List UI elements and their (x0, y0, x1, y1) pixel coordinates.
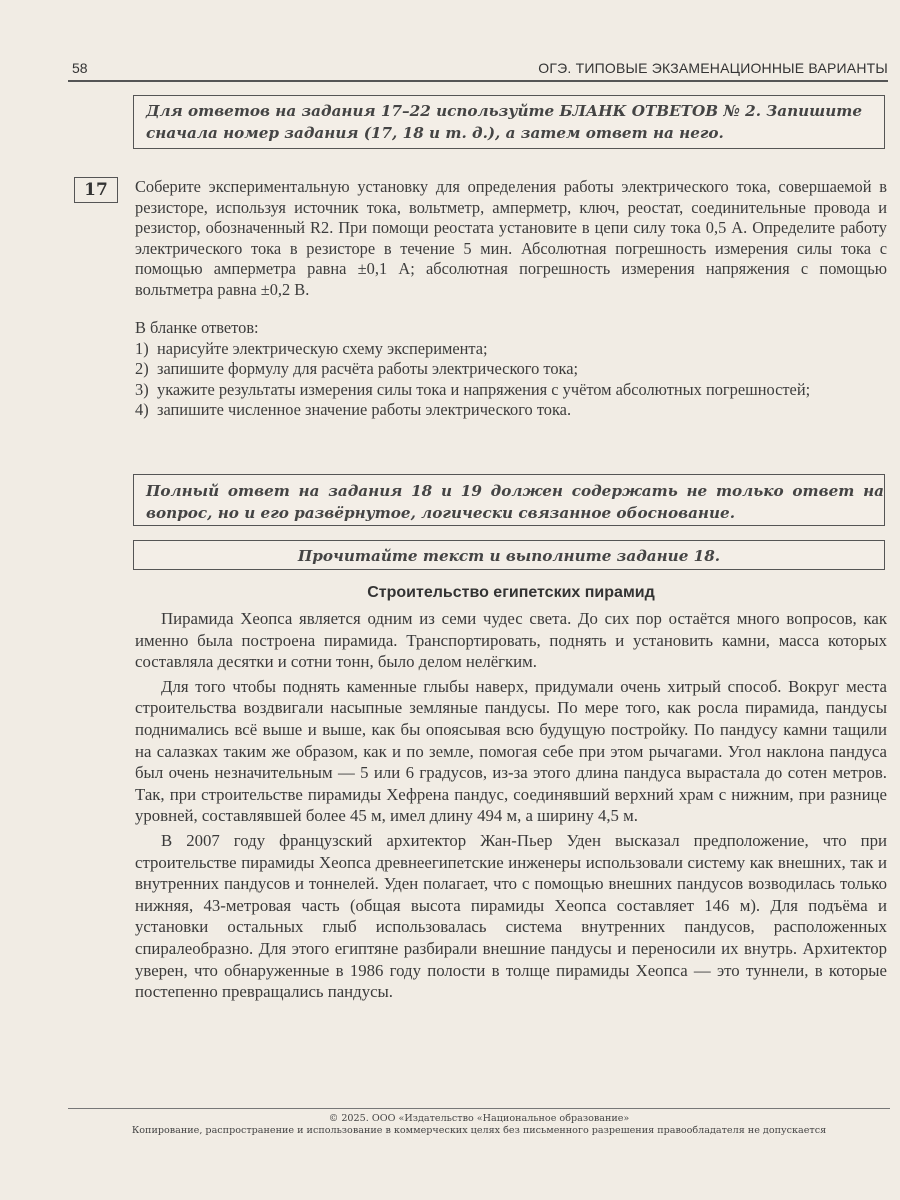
article-body (135, 608, 887, 1006)
task-17-text (135, 177, 887, 300)
copyright: © 2025. ООО «Издательство «Национальное образование» (328, 1113, 630, 1124)
list-item: 1) нарисуйте электрическую схему эксперимента; (135, 338, 488, 358)
list-item: 3) укажите результаты измерения силы тока и напряжения с учётом абсолютных погрешностей; (135, 379, 811, 399)
task-number-box: 17 (74, 177, 118, 203)
page-header (68, 58, 888, 82)
article-paragraph: Для того чтобы поднять каменные глыбы наверх, придумали очень хитрый способ. Вокруг места строительства воздвигали насыпные земляные пандусы. По мере того, как росла пирамида, пандусы поднимались всё выше и выше, как бы опоясывая всю будущую постройку. По пандусу камни тащили на салазках таким же образом, как и по земле, помогая себе при этом рычагами. Угол наклона пандуса был очень незначительным — 5 или 6 градусов, из-за этого длина пандуса вырастала до сотен метров. Так, при строительстве пирамиды Хефрена пандус, соединявший верхний храм с нижним, при разнице уровней, составлявшей более 45 м, имел длину 494 м, а ширину 4,5 м. (135, 676, 887, 826)
task-17-statement: Соберите экспериментальную установку для определения работы электрического тока, совершаемой в резисторе, используя источник тока, вольтметр, амперметр, ключ, реостат, соединительные провода и резистор, обозначенный R2. При помощи реостата установите в цепи силу тока 0,5 А. Определите работу электрического тока в резисторе в течение 5 мин. Абсолютная погрешность измерения силы тока с помощью амперметра равна ±0,1 А; абсолютная погрешность измерения напряжения с помощью вольтметра равна ±0,2 В. (135, 177, 887, 299)
page-footer (68, 1108, 890, 1137)
page-number: 58 (72, 60, 88, 76)
copyright-notice: Копирование, распространение и использование в коммерческих целях без письменного разрешения правообладателя не допускается (131, 1125, 827, 1136)
task-17-answer-list (135, 318, 887, 421)
instruction-box-read-text: Прочитайте текст и выполните задание 18. (133, 540, 885, 570)
running-title: ОГЭ. ТИПОВЫЕ ЭКЗАМЕНАЦИОННЫЕ ВАРИАНТЫ (538, 60, 888, 76)
list-item: 4) запишите численное значение работы электрического тока. (135, 400, 572, 419)
answer-intro: В бланке ответов: (135, 318, 259, 337)
instruction-box-answers: Для ответов на задания 17–22 используйте БЛАНК ОТВЕТОВ № 2. Запишите сначала номер задания (17, 18 и т. д.), а затем ответ на него. (133, 95, 885, 149)
article-title: Строительство египетских пирамид (367, 584, 655, 601)
article-paragraph: В 2007 году французский архитектор Жан-Пьер Уден высказал предположение, что при строительстве пирамиды Хеопса древнеегипетские инженеры использовали систему как внешних, так и внутренних пандусов и тоннелей. Уден полагает, что с помощью внешних пандусов возводилась только нижняя, 43-метровая часть (общая высота пирамиды Хеопса составляет 146 м). Для подъёма и установки остальных глыб использовалась система внутренних пандусов, расположенных спиралеобразно. Для этого египтяне разбирали внешние пандусы и переносили их внутрь. Архитектор уверен, что обнаруженные в 1986 году полости в толще пирамиды Хеопса — это туннели, в которые постепенно превращались пандусы. (135, 830, 887, 1002)
instruction-box-full-answer: Полный ответ на задания 18 и 19 должен содержать не только ответ на вопрос, но и его развёрнутое, логически связанное обоснование. (133, 474, 885, 526)
list-item: 2) запишите формулу для расчёта работы электрического тока; (135, 359, 579, 378)
article-paragraph: Пирамида Хеопса является одним из семи чудес света. До сих пор остаётся много вопросов, как именно была построена пирамида. Транспортировать, поднять и установить камни, масса которых составляла десятки и сотни тонн, было делом нелёгким. (135, 609, 887, 672)
